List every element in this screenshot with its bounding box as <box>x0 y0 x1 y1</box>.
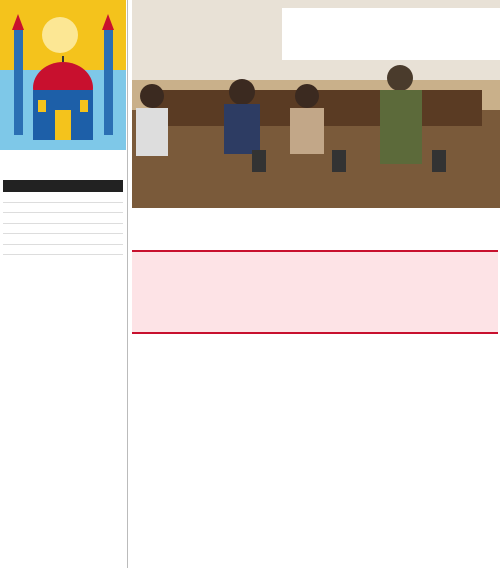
second-headline <box>132 478 370 534</box>
table-row <box>3 244 123 255</box>
prayer-name <box>3 192 63 202</box>
prayer-time <box>63 234 123 245</box>
mosque-illustration <box>0 0 126 150</box>
main-headline-box <box>132 250 498 334</box>
conference-photo <box>132 0 500 208</box>
prayer-name-header <box>3 180 63 192</box>
prayer-name <box>3 234 63 245</box>
prayer-time <box>63 192 123 202</box>
column-divider <box>127 0 128 568</box>
prayer-time <box>63 202 123 213</box>
table-header <box>3 180 123 192</box>
prayer-time <box>63 213 123 224</box>
table-row <box>3 202 123 213</box>
prayer-name <box>3 223 63 234</box>
prayer-name <box>3 202 63 213</box>
prayer-time <box>63 244 123 255</box>
prayer-time <box>63 223 123 234</box>
prayer-name <box>3 244 63 255</box>
prayer-name <box>3 213 63 224</box>
table-row <box>3 234 123 245</box>
table-row <box>3 223 123 234</box>
table-row <box>3 192 123 202</box>
table-row <box>3 213 123 224</box>
left-column <box>0 0 126 568</box>
prayer-times-table <box>3 180 123 255</box>
prayer-start-header <box>63 180 123 192</box>
